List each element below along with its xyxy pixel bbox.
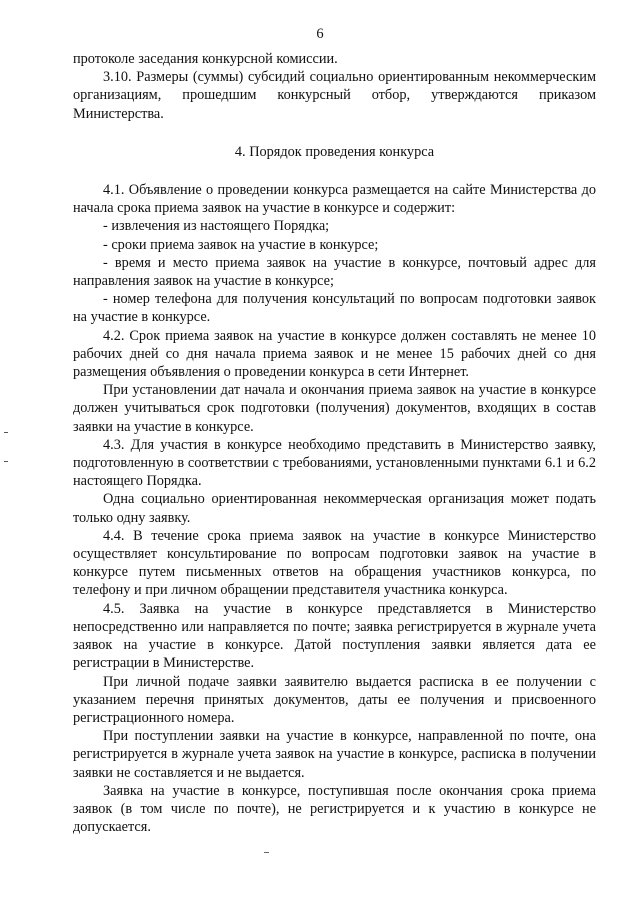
paragraph: 4.3. Для участия в конкурсе необходимо представить в Министерство заявку, подготовленную в соответствии с требованиями, установленными пунктами 6.1 и 6.2 настоящего Порядка. [73, 436, 596, 490]
paragraph: 4.2. Срок приема заявок на участие в конкурсе должен составлять не менее 10 рабочих дней со дня начала приема заявок и не менее 15 рабочих дней со дня размещения объявления о проведении конкурса в сети Интернет. [73, 327, 596, 381]
list-item: - время и место приема заявок на участие в конкурсе, почтовый адрес для направления заявок на участие в конкурсе; [73, 254, 596, 290]
paragraph: При поступлении заявки на участие в конкурсе, направленной по почте, она регистрируется в журнале учета заявок на участие в конкурсе, расписка в получении заявки не составляется и не выдается. [73, 728, 596, 781]
page-number: 6 [316, 26, 324, 42]
paragraph: 3.10. Размеры (суммы) субсидий социально ориентированным некоммерческим организациям, прошедшим конкурсный отбор, утверждаются приказом Министерства. [73, 69, 596, 122]
list-item: - сроки приема заявок на участие в конкурсе; [103, 236, 379, 253]
margin-mark [4, 461, 8, 462]
scan-mark [264, 852, 269, 853]
list-item: - извлечения из настоящего Порядка; [103, 218, 330, 235]
paragraph: При личной подаче заявки заявителю выдается расписка в ее получении с указанием перечня принятых документов, даты ее получения и присвоенного регистрационного номера. [73, 673, 596, 726]
paragraph: 4.4. В течение срока приема заявок на участие в конкурсе Министерство осуществляет консультирование по вопросам подготовки заявок на участие в конкурсе путем письменных ответов на обращения участников конкурса, по телефону и при личном обращении представителя участника конкурса. [73, 527, 596, 599]
paragraph: 4.5. Заявка на участие в конкурсе представляется в Министерство непосредственно или направляется по почте; заявка регистрируется в журнале учета заявок на участие в конкурсе. Датой поступления заявки является дата ее регистрации в Министерстве. [73, 600, 596, 672]
paragraph: Заявка на участие в конкурсе, поступившая после окончания срока приема заявок (в том числе по почте), не регистрируется и к участию в конкурсе не допускается. [73, 782, 596, 836]
margin-mark [4, 432, 8, 433]
paragraph: 4.1. Объявление о проведении конкурса размещается на сайте Министерства до начала срока приема заявок на участие в конкурсе и содержит: [73, 182, 596, 217]
list-item: - номер телефона для получения консультаций по вопросам подготовки заявок на участие в конкурсе. [73, 291, 596, 326]
document-body [73, 50, 596, 836]
paragraph: Одна социально ориентированная некоммерческая организация может подать только одну заявку. [73, 491, 596, 526]
section-title: 4. Порядок проведения конкурса [234, 143, 435, 160]
paragraph: протоколе заседания конкурсной комиссии. [73, 51, 338, 67]
paragraph: При установлении дат начала и окончания приема заявок на участие в конкурсе должен учитываться срок подготовки (получения) документов, входящих в состав заявки на участие в конкурсе. [73, 382, 596, 435]
